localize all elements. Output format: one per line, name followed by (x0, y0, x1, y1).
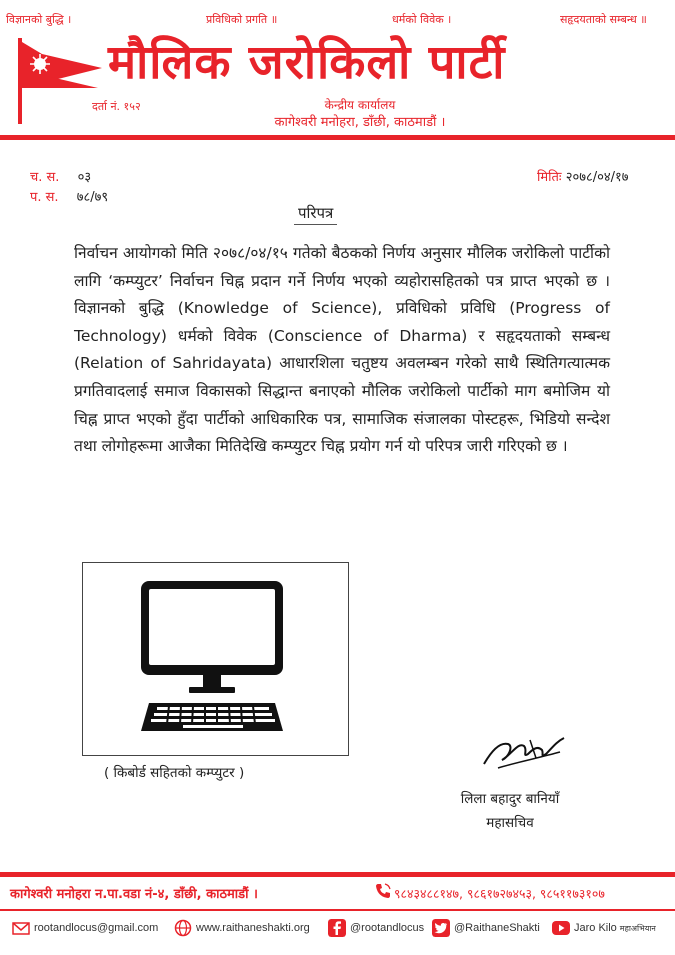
globe-icon (174, 919, 192, 937)
contact-bar (0, 916, 675, 942)
contact-website[interactable] (174, 919, 310, 937)
dispatch-label: च. स. (30, 170, 60, 185)
motto-sahridayata: सहृदयताको सम्बन्ध ॥ (560, 13, 647, 26)
office-title: केन्द्रीय कार्यालय (324, 98, 396, 112)
registration-number: दर्ता नं. १५२ (92, 100, 141, 113)
dispatch-value: ०३ (77, 170, 92, 185)
party-name: मौलिक जरोकिलो पार्टी (108, 35, 506, 90)
email-text: rootandlocus@gmail.com (34, 922, 159, 934)
facebook-icon (328, 919, 346, 937)
footer-address: कागेश्वरी मनोहरा न.पा.वडा नं-४, डाँछी, काठमाडौं । (10, 887, 258, 902)
youtube-text: Jaro Kilo (574, 922, 617, 934)
footer-thin-divider (0, 909, 675, 911)
motto-technology: प्रविधिको प्रगति ॥ (206, 13, 278, 26)
footer-divider (0, 872, 675, 877)
contact-youtube[interactable] (552, 919, 656, 937)
fiscal-label: प. स. (30, 190, 59, 205)
symbol-caption: ( किबोर्ड सहितको कम्प्युटर ) (104, 765, 245, 781)
computer-with-keyboard-icon (83, 563, 348, 755)
youtube-icon (552, 919, 570, 937)
motto-science: विज्ञानको बुद्धि । (6, 13, 72, 26)
website-text: www.raithaneshakti.org (196, 922, 310, 934)
youtube-suffix: महाअभियान (619, 923, 656, 933)
footer-phones: ९८४३४८८१४७, ९८६१७२७४५३, ९८५११७३१०७ (394, 886, 605, 901)
subject-heading: परिपत्र (294, 203, 337, 225)
circular-body (74, 240, 610, 461)
dispatch-number (30, 167, 91, 185)
handwritten-signature (478, 728, 568, 773)
date-value: २०७८/०४/१७ (565, 170, 629, 185)
letter-date (537, 167, 629, 185)
motto-dharma: धर्मको विवेक । (392, 13, 452, 26)
header-divider (0, 135, 675, 140)
motto-bar (0, 8, 675, 28)
election-symbol-box (82, 562, 349, 756)
signatory-title: महासचिव (486, 815, 534, 831)
email-icon (12, 919, 30, 937)
office-address: कागेश्वरी मनोहरा, डाँछी, काठमाडौं । (274, 115, 446, 130)
fiscal-value: ७८/७९ (76, 190, 109, 205)
phone-icon (374, 882, 392, 900)
contact-email[interactable] (12, 919, 158, 937)
contact-facebook[interactable] (328, 919, 424, 937)
twitter-text: @RaithaneShakti (454, 922, 540, 934)
facebook-text: @rootandlocus (350, 922, 425, 934)
signatory-name: लिला बहादुर बानियाँ (460, 791, 560, 807)
twitter-icon (432, 919, 450, 937)
contact-twitter[interactable] (432, 919, 540, 937)
circular-body-text: निर्वाचन आयोगको मिति २०७८/०४/१५ गतेको बैठकको निर्णय अनुसार मौलिक जरोकिलो पार्टीको लागि ‘कम्प्युटर’ निर्वाचन चिह्न प्रदान गर्ने निर्णय भएको व्यहोरासहितको पत्र प्राप्त भएको छ । विज्ञानको बुद्धि (Knowledge of Science), प्रविधिको प्रविधि (Progress of Technology) धर्मको विवेक (Conscience of Dharma) र सहृदयताको सम्बन्ध (Relation of Sahridayata) आधारशिला चतुष्टय अवलम्बन गरेको साथै स्थितिगत्यात्मक प्रगतिवादलाई समाज विकासको सिद्धान्त बनाएको मौलिक जरोकिलो पार्टीको माग बमोजिम यो चिह्न प्राप्त भएको हुँदा पार्टीको आधिकारिक पत्र, सामाजिक संजालका पोस्टहरू, भिडियो सन्देश तथा लोगोहरूमा आजैका मितिदेखि कम्प्युटर चिह्न प्रयोग गर्न यो परिपत्र जारी गरिएको छ । (74, 244, 610, 456)
fiscal-year (30, 187, 108, 205)
date-label: मितिः (537, 170, 562, 185)
